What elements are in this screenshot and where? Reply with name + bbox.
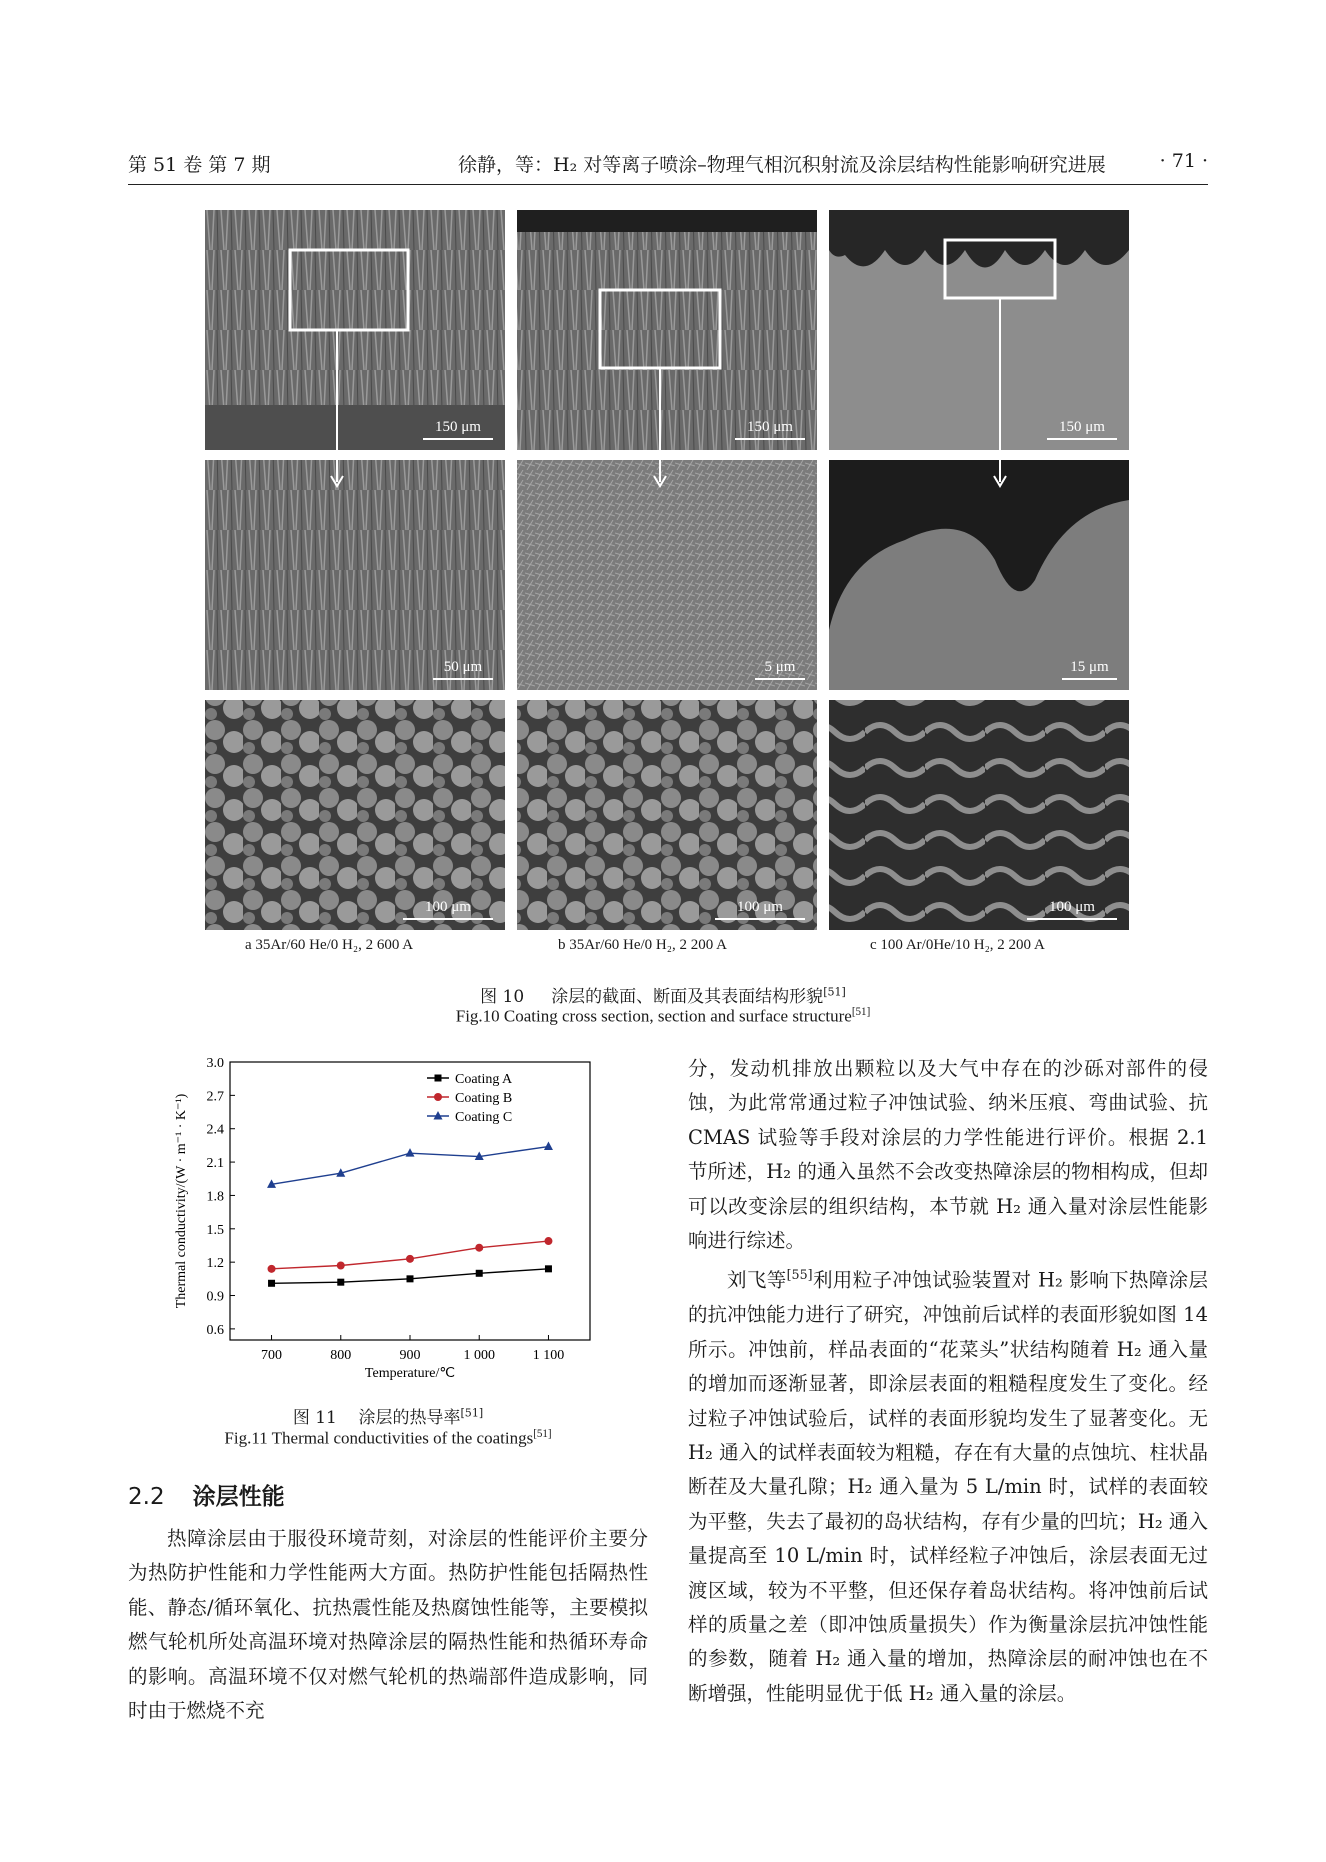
legend-marker bbox=[435, 1075, 442, 1082]
y-tick-label: 2.1 bbox=[206, 1156, 224, 1172]
legend-label: Coating A bbox=[455, 1072, 513, 1087]
cited-author: 刘飞等 bbox=[727, 1268, 787, 1292]
figure-10-title-en: Fig.10 Coating cross section, section and surface structure bbox=[455, 1006, 852, 1026]
scale-bar: 5 μm bbox=[755, 659, 805, 680]
scale-bar: 15 μm bbox=[1062, 659, 1117, 680]
figure-10-ref: [51] bbox=[823, 985, 846, 999]
plot-frame bbox=[230, 1062, 590, 1340]
figure-11-label: 图 11 bbox=[292, 1408, 337, 1428]
section-number: 2.2 bbox=[128, 1484, 165, 1510]
x-tick-label: 800 bbox=[330, 1348, 352, 1363]
figure-11-title-en: Fig.11 Thermal conductivities of the coatings bbox=[224, 1428, 534, 1448]
legend-label: Coating C bbox=[455, 1110, 513, 1125]
figure-11-ref-en: [51] bbox=[533, 1428, 552, 1440]
right-paragraph-2 bbox=[688, 1258, 1208, 1711]
y-tick-label: 1.8 bbox=[206, 1189, 224, 1205]
data-point bbox=[406, 1148, 415, 1157]
y-tick-label: 1.5 bbox=[206, 1222, 224, 1238]
scale-bar: 150 μm bbox=[423, 419, 493, 440]
figure-11-chart bbox=[165, 1050, 605, 1390]
data-point bbox=[337, 1279, 344, 1286]
y-tick-label: 1.2 bbox=[206, 1256, 224, 1272]
x-tick-label: 900 bbox=[399, 1348, 421, 1363]
scale-bar: 100 μm bbox=[403, 899, 493, 920]
scale-bar: 50 μm bbox=[433, 659, 493, 680]
panel-b3 bbox=[517, 700, 817, 930]
x-tick-label: 700 bbox=[261, 1348, 283, 1363]
panel-c1 bbox=[829, 210, 1129, 450]
panel-b2 bbox=[517, 460, 817, 690]
legend-marker bbox=[434, 1111, 443, 1120]
figure-10-caption-cn bbox=[0, 982, 1326, 1007]
panel-a2 bbox=[205, 460, 505, 690]
data-point bbox=[476, 1270, 483, 1277]
panel-a1 bbox=[205, 210, 505, 450]
right-paragraph-2-text: 利用粒子冲蚀试验装置对 H₂ 影响下热障涂层的抗冲蚀能力进行了研究，冲蚀前后试样的表面形貌如图 14 所示。冲蚀前，样品表面的“花菜头”状结构随着 H₂ 通入量的增加而逐渐显著，即涂层表面的粗糙程度发生了变化。经过粒子冲蚀试验后，试样的表面形貌均发生了显著变化。无 H₂ 通入的试样表面较为粗糙，存在有大量的点蚀坑、柱状晶断茬及大量孔隙；H₂ 通入量为 5 L/min 时，试样的表面较为平整，失去了最初的岛状结构，存有少量的凹坑；H₂ 通入量提高至 10 L/min 时，试样经粒子冲蚀后，涂层表面无过渡区域，较为不平整，但还保存着岛状结构。将冲蚀前后试样的质量之差（即冲蚀质量损失）作为衡量涂层抗冲蚀性能的参数，随着 H₂ 通入量的增加，热障涂层的耐冲蚀也在不断增强，性能明显优于低 H₂ 通入量的涂层。 bbox=[688, 1268, 1208, 1705]
y-tick-label: 0.6 bbox=[206, 1322, 224, 1338]
y-tick-label: 0.9 bbox=[206, 1289, 224, 1305]
y-axis-label: Thermal conductivity/(W · m⁻¹ · K⁻¹) bbox=[174, 1093, 189, 1309]
figure-10-title-cn: 涂层的截面、断面及其表面结构形貌 bbox=[551, 987, 824, 1007]
figure-10-label: 图 10 bbox=[480, 987, 525, 1007]
panel-c2 bbox=[829, 460, 1129, 690]
panel-c3 bbox=[829, 700, 1129, 930]
y-tick-label: 2.7 bbox=[206, 1089, 224, 1105]
panel-a3 bbox=[205, 700, 505, 930]
section-title-text: 涂层性能 bbox=[192, 1484, 285, 1510]
y-tick-label: 2.4 bbox=[206, 1122, 224, 1138]
left-paragraph-1: 热障涂层由于服役环境苛刻，对涂层的性能评价主要分为热防护性能和力学性能两大方面。热防护性能包括隔热性能、静态/循环氧化、抗热震性能及热腐蚀性能等，主要模拟燃气轮机所处高温环境对热障涂层的隔热性能和热循环寿命的影响。高温环境不仅对燃气轮机的热端部件造成影响，同时由于燃烧不充 bbox=[128, 1527, 648, 1723]
x-axis-label: Temperature/℃ bbox=[364, 1366, 456, 1381]
data-point bbox=[544, 1142, 553, 1151]
data-point bbox=[268, 1280, 275, 1287]
legend-label: Coating B bbox=[455, 1091, 513, 1106]
y-tick-label: 3.0 bbox=[206, 1056, 224, 1071]
data-point bbox=[407, 1275, 414, 1282]
citation-55: [55] bbox=[786, 1267, 813, 1283]
right-paragraph-1: 分，发动机排放出颗粒以及大气中存在的沙砾对部件的侵蚀，为此常常通过粒子冲蚀试验、纳米压痕、弯曲试验、抗 CMAS 试验等手段对涂层的力学性能进行评价。根据 2.1 节所述，H₂ 的通入虽然不会改变热障涂层的物相构成，但却可以改变涂层的组织结构，本节就 H₂ 通入量对涂层性能影响进行综述。 bbox=[688, 1057, 1208, 1253]
scale-bar: 100 μm bbox=[715, 899, 805, 920]
subcaption-a: a 35Ar/60 He/0 H₂, 2 600 A bbox=[245, 937, 414, 953]
running-header bbox=[128, 146, 1208, 185]
data-point bbox=[268, 1265, 276, 1273]
figure-11-ref: [51] bbox=[460, 1406, 484, 1420]
x-tick-label: 1 000 bbox=[463, 1348, 495, 1363]
thermal-conductivity-chart bbox=[165, 1050, 605, 1390]
running-title: 徐静，等：H₂ 对等离子喷涂–物理气相沉积射流及涂层结构性能影响研究进展 bbox=[458, 154, 1106, 176]
figure-11-title-cn: 涂层的热导率 bbox=[358, 1408, 461, 1428]
data-point bbox=[337, 1261, 345, 1269]
legend-marker bbox=[434, 1093, 442, 1101]
volume-issue: 第 51 卷 第 7 期 bbox=[128, 154, 271, 176]
right-column-text bbox=[688, 1052, 1208, 1711]
data-point bbox=[545, 1265, 552, 1272]
x-tick-label: 1 100 bbox=[532, 1348, 565, 1363]
figure-10-caption-en bbox=[0, 1006, 1326, 1027]
figure-11-caption-cn bbox=[128, 1403, 648, 1428]
scale-bar: 100 μm bbox=[1027, 899, 1117, 920]
subcaption-c: c 100 Ar/0He/10 H₂, 2 200 A bbox=[870, 937, 1045, 953]
scale-bar: 150 μm bbox=[1047, 419, 1117, 440]
subcaption-b: b 35Ar/60 He/0 H₂, 2 200 A bbox=[558, 937, 727, 953]
figure-11-caption-en bbox=[128, 1428, 648, 1449]
data-point bbox=[475, 1244, 483, 1252]
page-number: · 71 · bbox=[1159, 150, 1208, 172]
data-point bbox=[544, 1237, 552, 1245]
figure-10-micrographs bbox=[205, 210, 1140, 930]
data-point bbox=[406, 1255, 414, 1263]
panel-b1 bbox=[517, 210, 817, 450]
left-column-text bbox=[128, 1522, 648, 1728]
figure-10-ref-en: [51] bbox=[851, 1006, 871, 1018]
section-heading bbox=[128, 1478, 285, 1511]
scale-bar: 150 μm bbox=[735, 419, 805, 440]
